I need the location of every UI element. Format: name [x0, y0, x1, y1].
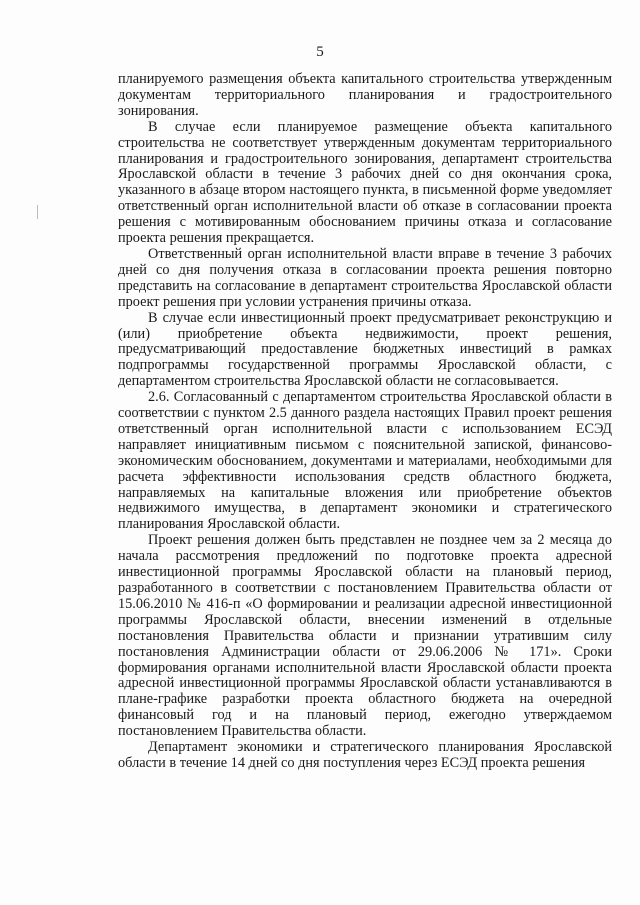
document-body — [118, 72, 612, 772]
paragraph-section-2-6: 2.6. Согласованный с департаментом строительства Ярославской области в соответствии с пунктом 2.5 данного раздела настоящих Правил проект решения ответственный орган исполнительной власти с использованием ЕСЭД направляет инициативным письмом с пояснительной запиской, финансово-экономическим обоснованием, документами и материалами, необходимыми для расчета эффективности использования средств областного бюджета, направляемых на капитальные вложения или приобретение объектов недвижимого имущества, в департамент экономики и стратегического планирования Ярославской области. — [118, 389, 612, 533]
paragraph-resubmission: Ответственный орган исполнительной власти вправе в течение 3 рабочих дней со дня получения отказа в согласовании проекта решения повторно представить на согласование в департамент строительства Ярославской области проект решения при условии устранения причины отказа. — [118, 245, 612, 310]
paragraph-economics-department: Департамент экономики и стратегического планирования Ярославской области в течение 14 дней со дня поступления через ЕСЭД проекта решения — [118, 739, 612, 771]
scan-margin-mark — [37, 205, 38, 219]
paragraph-refusal-notice: В случае если планируемое размещение объекта капитального строительства не соответствует утвержденным документам территориального планирования и градостроительного зонирования, департамент строительства Ярославской области в течение 3 рабочих дней со дня окончания срока, указанного в абзаце втором настоящего пункта, в письменной форме уведомляет ответственный орган исполнительной власти об отказе в согласовании проекта решения с мотивированным обоснованием причины отказа и согласование проекта решения прекращается. — [118, 118, 612, 247]
paragraph-continuation: планируемого размещения объекта капитального строительства утвержденным документам территориального планирования и градостроительного зонирования. — [118, 71, 612, 119]
paragraph-reconstruction-case: В случае если инвестиционный проект предусматривает реконструкцию и (или) приобретение объекта недвижимости, проект решения, предусматривающий предоставление бюджетных инвестиций в рамках подпрограммы государственной программы Ярославской области, с департаментом строительства Ярославской области не согласовывается. — [118, 309, 612, 390]
paragraph-submission-deadline: Проект решения должен быть представлен не позднее чем за 2 месяца до начала рассмотрения предложений по подготовке проекта адресной инвестиционной программы Ярославской области на плановый период, разработанного в соответствии с постановлением Правительства области от 15.06.2010 № 416-п «О формировании и реализации адресной инвестиционной программы Ярославской области, внесении изменений в отдельные постановления Правительства области и признании утратившим силу постановления Администрации области от 29.06.2006 № 171». Сроки формирования органами исполнительной власти Ярославской области проекта адресной инвестиционной программы Ярославской области устанавливаются в плане-графике разработки проекта областного бюджета на очередной финансовый год и на плановый период, ежегодно утверждаемом постановлением Правительства области. — [118, 532, 612, 740]
page-number: 5 — [316, 44, 324, 60]
